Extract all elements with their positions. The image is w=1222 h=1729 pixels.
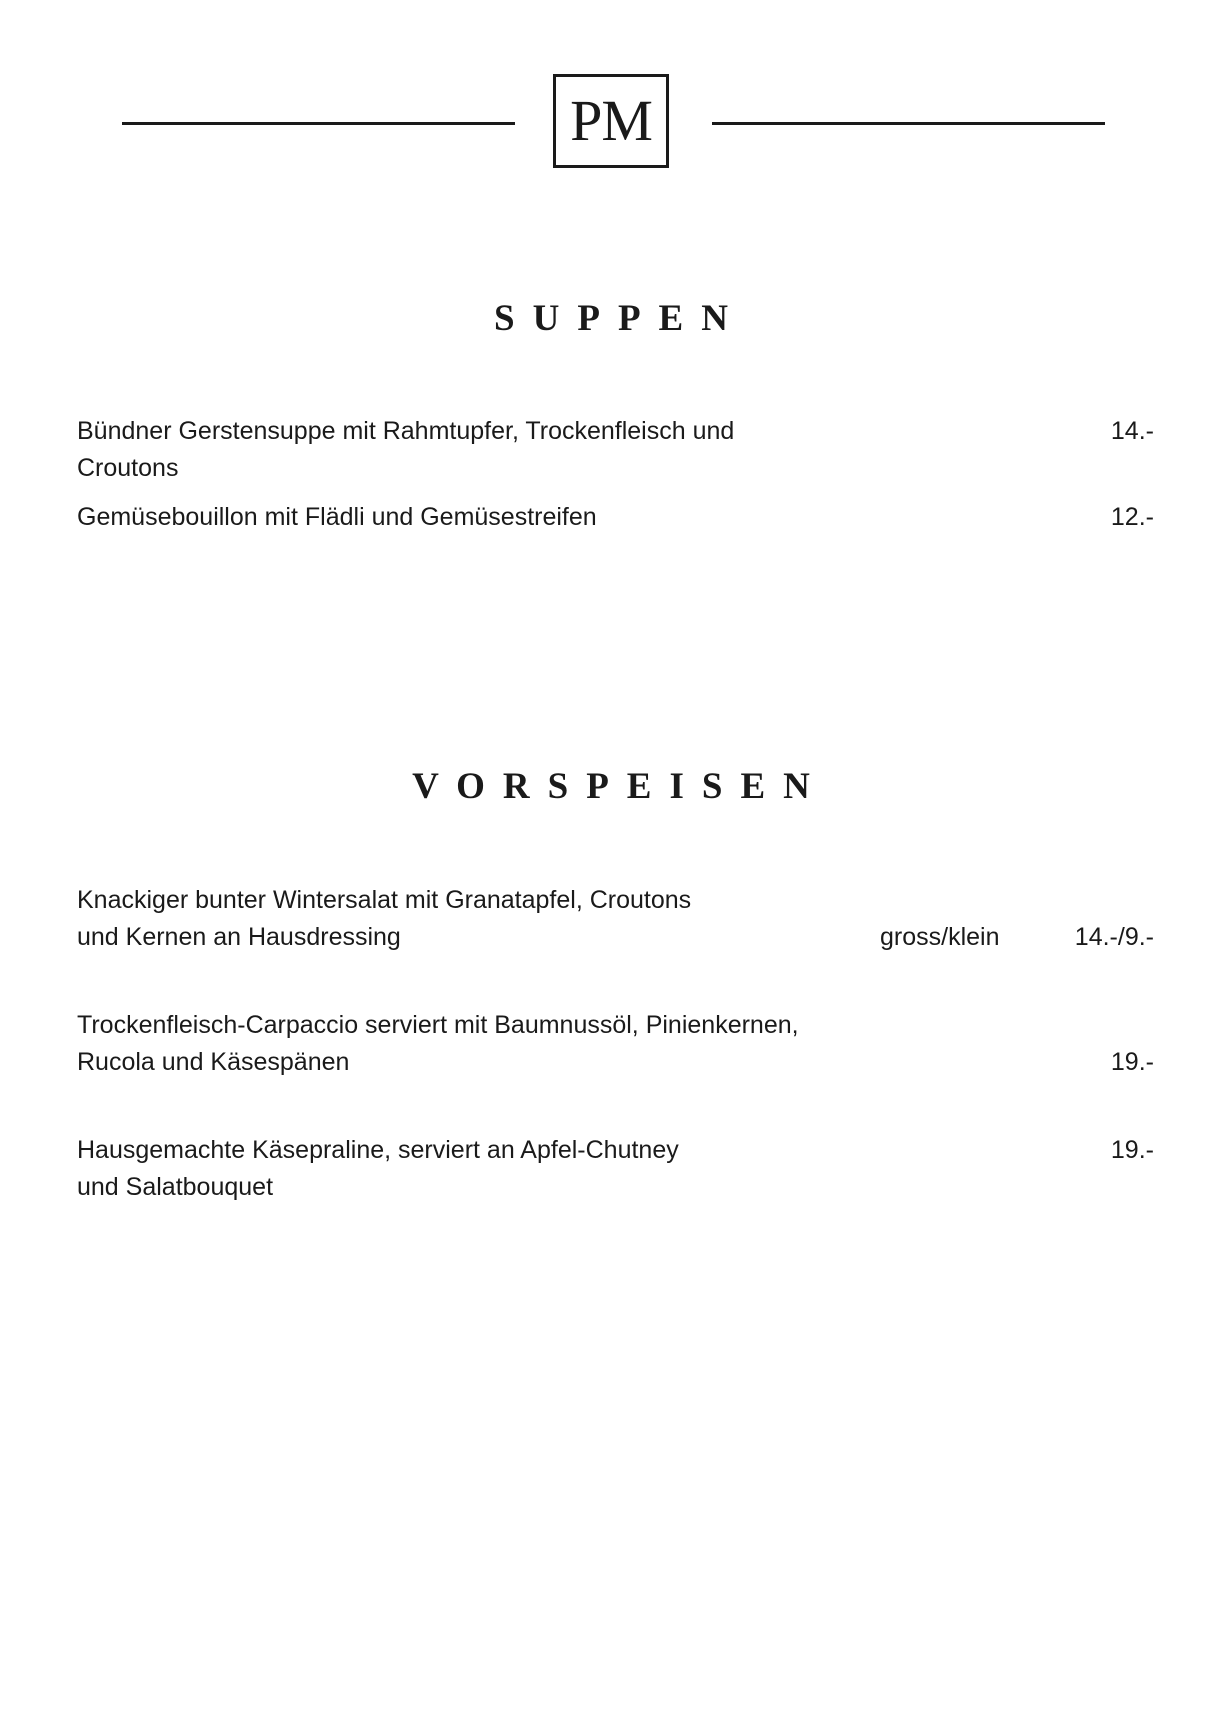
item-price: 14.-/9.- bbox=[1074, 923, 1154, 951]
menu-item bbox=[77, 1132, 1154, 1206]
item-description-line: und Kernen an Hausdressing bbox=[77, 923, 401, 951]
section-title-vorspeisen: VORSPEISEN bbox=[412, 766, 828, 807]
item-description-line: Rucola und Käsespänen bbox=[77, 1048, 350, 1076]
item-size-option: gross/klein bbox=[880, 923, 1000, 951]
item-description-line: Bündner Gerstensuppe mit Rahmtupfer, Trockenfleisch und Croutons bbox=[77, 417, 735, 482]
section-title-suppen: SUPPEN bbox=[494, 298, 746, 339]
header-rule-right bbox=[712, 122, 1105, 125]
menu-item bbox=[77, 499, 1154, 536]
item-description-line: und Salatbouquet bbox=[77, 1173, 274, 1201]
item-description-line: Hausgemachte Käsepraline, serviert an Apfel-Chutney bbox=[77, 1136, 679, 1164]
item-price: 19.- bbox=[1110, 1136, 1154, 1164]
item-price: 12.- bbox=[1110, 503, 1154, 531]
item-description-line: Trockenfleisch-Carpaccio serviert mit Baumnussöl, Pinienkernen, bbox=[77, 1011, 799, 1039]
logo bbox=[553, 74, 669, 168]
item-description-line: Knackiger bunter Wintersalat mit Granatapfel, Croutons bbox=[77, 886, 692, 914]
menu-item bbox=[77, 1007, 1154, 1081]
item-description-line: Gemüsebouillon mit Flädli und Gemüsestreifen bbox=[77, 503, 597, 531]
menu-item bbox=[77, 882, 1154, 956]
header-rule-left bbox=[122, 122, 515, 125]
item-price: 19.- bbox=[1110, 1048, 1154, 1076]
item-price: 14.- bbox=[1110, 417, 1154, 445]
menu-item bbox=[77, 413, 1154, 487]
logo-text: PM bbox=[570, 88, 652, 153]
